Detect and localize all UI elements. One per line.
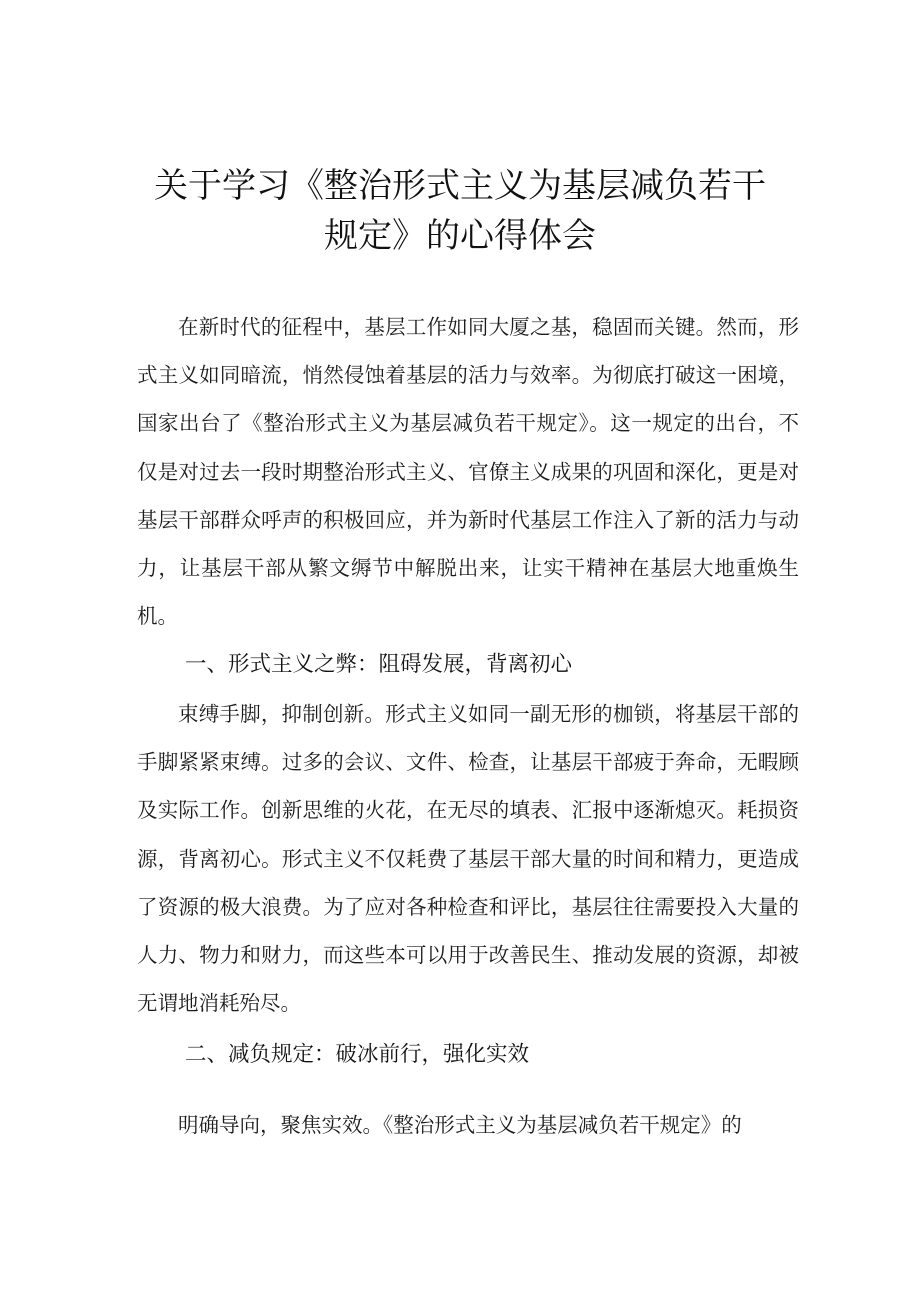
section-heading-2: 二、减负规定：破冰前行，强化实效	[185, 1042, 530, 1067]
intro-paragraph: 在新时代的征程中，基层工作如同大厦之基，稳固而关键。然而，形式主义如同暗流，悄然侵蚀着基层的活力与效率。为彻底打破这一困境，国家出台了《整治形式主义为基层减负若干规定》。这一规定的出台，不仅是对过去一段时期整治形式主义、官僚主义成果的巩固和深化，更是对基层干部群众呼声的积极回应，并为新时代基层工作注入了新的活力与动力，让基层干部从繁文缛节中解脱出来，让实干精神在基层大地重焕生机。	[137, 315, 799, 629]
document-title-line-1: 关于学习《整治形式主义为基层减负若干	[154, 166, 766, 206]
document-title-line-2: 规定》的心得体会	[324, 216, 596, 256]
section-2-paragraph: 明确导向，聚焦实效。《整治形式主义为基层减负若干规定》的	[178, 1113, 742, 1137]
section-heading-1: 一、形式主义之弊：阻碍发展，背离初心	[185, 652, 573, 677]
section-1-paragraph: 束缚手脚，抑制创新。形式主义如同一副无形的枷锁，将基层干部的手脚紧紧束缚。过多的会议、文件、检查，让基层干部疲于奔命，无暇顾及实际工作。创新思维的火花，在无尽的填表、汇报中逐渐熄灭。耗损资源，背离初心。形式主义不仅耗费了基层干部大量的时间和精力，更造成了资源的极大浪费。为了应对各种检查和评比，基层往往需要投入大量的人力、物力和财力，而这些本可以用于改善民生、推动发展的资源，却被无谓地消耗殆尽。	[137, 702, 799, 1016]
